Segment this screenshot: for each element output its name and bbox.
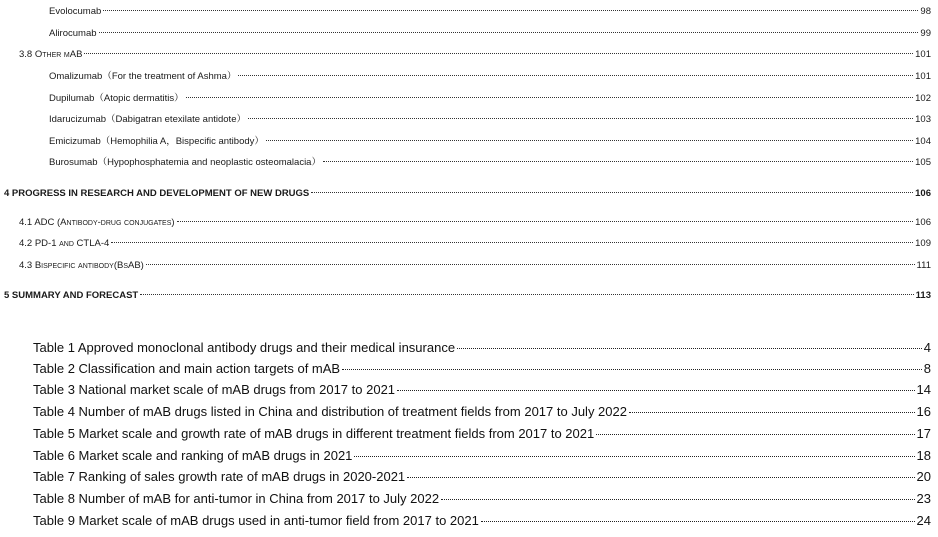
toc-entry-label: 4 PROGRESS IN RESEARCH AND DEVELOPMENT OF NEW DRUGS [4, 188, 310, 199]
table-entry-page: 4 [923, 340, 931, 355]
toc-entry-label: Alirocumab [49, 28, 97, 39]
table-entry-page: 17 [916, 426, 931, 441]
dot-leader [177, 221, 914, 222]
toc-entry-label: Omalizumab（For the treatment of Ashma） [49, 71, 237, 82]
toc-entry-label: Emicizumab（Hemophilia A，Bispecific antibody） [49, 136, 264, 147]
toc-entry-page: 106 [915, 188, 931, 199]
dot-leader [354, 456, 914, 457]
dot-leader [342, 369, 922, 370]
toc-entry-label: 4.2 PD-1 and CTLA-4 [19, 238, 110, 249]
toc-entry-label: Idarucizumab（Dabigatran etexilate antidote） [49, 114, 246, 125]
table-entry-label: Table 6 Market scale and ranking of mAB drugs in 2021 [33, 448, 353, 463]
table-entry-label: Table 1 Approved monoclonal antibody drugs and their medical insurance [33, 340, 456, 355]
toc-entry-page: 102 [915, 93, 931, 104]
dot-leader [111, 242, 913, 243]
table-entry-label: Table 7 Ranking of sales growth rate of mAB drugs in 2020-2021 [33, 469, 406, 484]
toc-entry-label: 4.1 ADC (Antibody-drug conjugates) [19, 217, 175, 228]
toc-entry-page: 101 [915, 49, 931, 60]
table-entry-page: 8 [923, 361, 931, 376]
toc-entry-label: 5 SUMMARY AND FORECAST [4, 290, 139, 301]
table-list-entry-5[interactable] [33, 426, 931, 442]
dot-leader [146, 264, 915, 265]
dot-leader [140, 294, 913, 295]
table-entry-page: 14 [916, 382, 931, 397]
toc-entry-label: Evolocumab [49, 6, 102, 17]
dot-leader [481, 521, 915, 522]
table-entry-label: Table 8 Number of mAB for anti-tumor in China from 2017 to July 2022 [33, 491, 440, 506]
table-entry-page: 20 [916, 469, 931, 484]
table-list-entry-2[interactable] [33, 361, 931, 377]
toc-entry-page: 113 [915, 290, 931, 301]
table-list-entry-3[interactable] [33, 382, 931, 398]
table-entry-label: Table 3 National market scale of mAB drugs from 2017 to 2021 [33, 382, 396, 397]
toc-entry-page: 98 [920, 6, 931, 17]
toc-entry-bispecific[interactable] [19, 260, 931, 272]
toc-entry-page: 103 [915, 114, 931, 125]
toc-entry-idarucizumab[interactable] [49, 114, 931, 126]
toc-entry-chapter-4[interactable] [4, 188, 931, 200]
dot-leader [323, 161, 913, 162]
table-list-entry-6[interactable] [33, 448, 931, 464]
toc-entry-dupilumab[interactable] [49, 93, 931, 105]
table-entry-page: 23 [916, 491, 931, 506]
toc-entry-page: 109 [915, 238, 931, 249]
dot-leader [84, 53, 913, 54]
toc-entry-page: 106 [915, 217, 931, 228]
table-list-entry-8[interactable] [33, 491, 931, 507]
toc-entry-page: 105 [915, 157, 931, 168]
dot-leader [407, 477, 914, 478]
toc-entry-page: 111 [916, 260, 931, 271]
dot-leader [103, 10, 918, 11]
toc-entry-adc[interactable] [19, 217, 931, 229]
table-entry-page: 18 [916, 448, 931, 463]
toc-entry-burosumab[interactable] [49, 157, 931, 169]
toc-entry-label: Burosumab（Hypophosphatemia and neoplastic osteomalacia） [49, 157, 321, 168]
toc-entry-omalizumab[interactable] [49, 71, 931, 83]
table-entry-label: Table 9 Market scale of mAB drugs used in anti-tumor field from 2017 to 2021 [33, 513, 479, 528]
dot-leader [629, 412, 915, 413]
table-list-entry-4[interactable] [33, 404, 931, 420]
toc-entry-evolocumab[interactable] [49, 6, 931, 18]
toc-entry-label: 4.3 Bispecific antibody(BsAB) [19, 260, 144, 271]
toc-entry-page: 99 [920, 28, 931, 39]
toc-entry-chapter-5[interactable] [4, 290, 931, 302]
table-entry-label: Table 4 Number of mAB drugs listed in China and distribution of treatment fields from 2017 to July 2022 [33, 404, 627, 419]
table-entry-page: 24 [916, 513, 931, 528]
toc-entry-label: Dupilumab（Atopic dermatitis） [49, 93, 184, 104]
dot-leader [238, 75, 913, 76]
table-list-entry-1[interactable] [33, 340, 931, 356]
dot-leader [596, 434, 914, 435]
toc-entry-alirocumab[interactable] [49, 28, 931, 40]
table-entry-label: Table 2 Classification and main action targets of mAB [33, 361, 341, 376]
dot-leader [311, 192, 913, 193]
table-entry-page: 16 [916, 404, 931, 419]
dot-leader [99, 32, 919, 33]
dot-leader [248, 118, 913, 119]
dot-leader [397, 390, 915, 391]
table-list-entry-9[interactable] [33, 513, 931, 529]
toc-entry-other-mab[interactable] [19, 49, 931, 61]
table-entry-label: Table 5 Market scale and growth rate of mAB drugs in different treatment fields from 2017 to 2021 [33, 426, 595, 441]
toc-entry-emicizumab[interactable] [49, 136, 931, 148]
table-list-entry-7[interactable] [33, 469, 931, 485]
dot-leader [266, 140, 913, 141]
dot-leader [457, 348, 922, 349]
toc-entry-pd1-ctla4[interactable] [19, 238, 931, 250]
dot-leader [186, 97, 914, 98]
toc-entry-label: 3.8 Other mAB [19, 49, 83, 60]
toc-entry-page: 101 [915, 71, 931, 82]
dot-leader [441, 499, 914, 500]
toc-entry-page: 104 [915, 136, 931, 147]
